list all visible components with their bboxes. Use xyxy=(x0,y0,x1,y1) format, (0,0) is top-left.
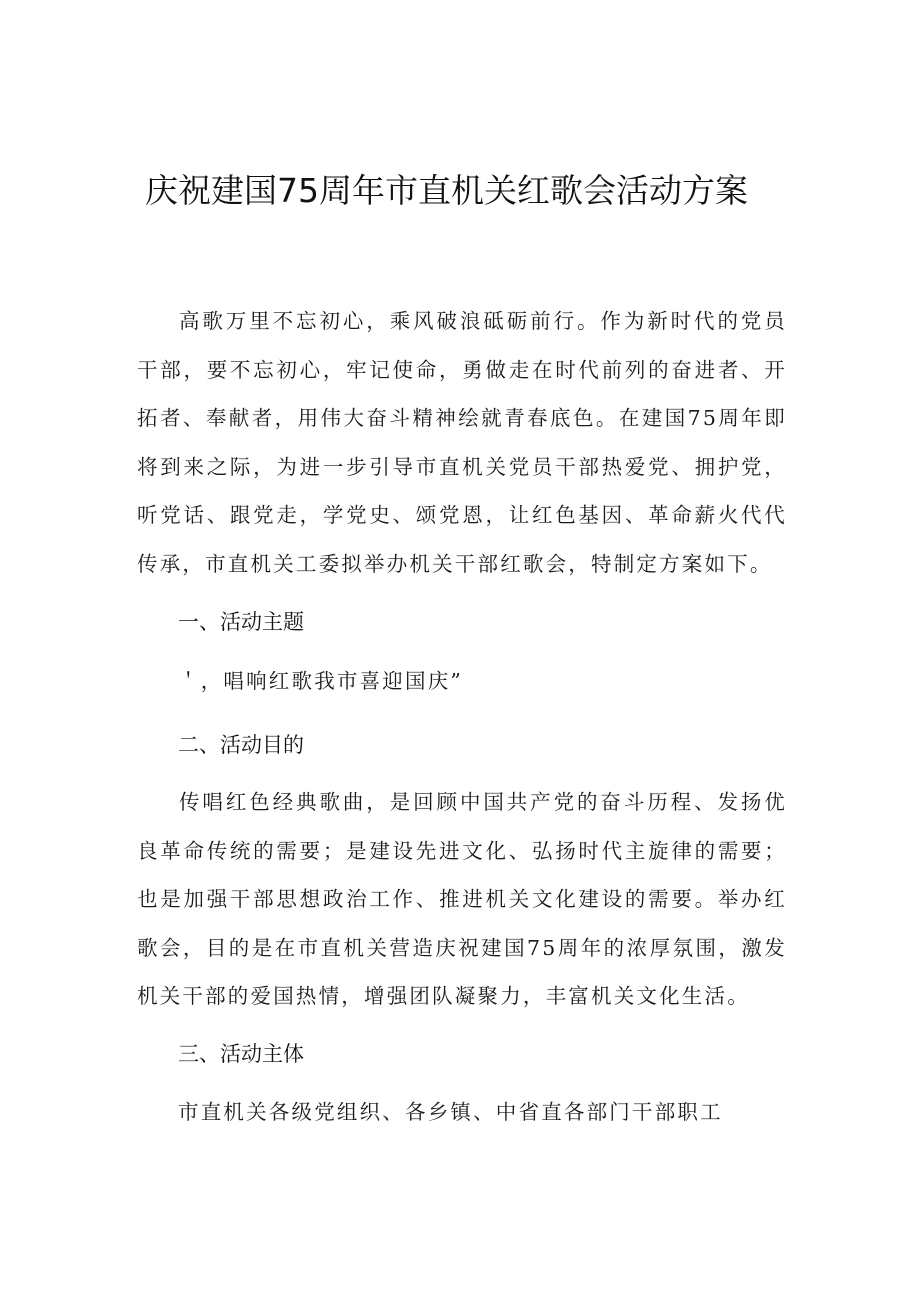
intro-paragraph xyxy=(137,297,787,588)
purpose-text: 传唱红色经典歌曲，是回顾中国共产党的奋斗历程、发扬优良革命传统的需要；是建设先进文化、弘扬时代主旋律的需要；也是加强干部思想政治工作、推进机关文化建设的需要。举办红歌会，目的是在市直机关营造庆祝建国75周年的浓厚氛围，激发机关干部的爱国热情，增强团队凝聚力，丰富机关文化生活。 xyxy=(137,790,787,1008)
section-heading-purpose: 二、活动目的 xyxy=(178,733,304,757)
section-text-theme: ＇，唱响红歌我市喜迎国庆” xyxy=(178,669,464,693)
section-text-participants: 市直机关各级党组织、各乡镇、中省直各部门干部职工 xyxy=(178,1100,723,1124)
document-title: 庆祝建国75周年市直机关红歌会活动方案 xyxy=(145,171,748,210)
purpose-paragraph xyxy=(137,778,787,1021)
section-heading-theme: 一、活动主题 xyxy=(178,610,304,634)
section-heading-participants: 三、活动主体 xyxy=(178,1042,304,1066)
intro-text: 高歌万里不忘初心，乘风破浪砥砺前行。作为新时代的党员干部，要不忘初心，牢记使命，勇做走在时代前列的奋进者、开拓者、奉献者，用伟大奋斗精神绘就青春底色。在建国75周年即将到来之际，为进一步引导市直机关党员干部热爱党、拥护党，听党话、跟党走，学党史、颂党恩，让红色基因、革命薪火代代传承，市直机关工委拟举办机关干部红歌会，特制定方案如下。 xyxy=(137,309,787,576)
